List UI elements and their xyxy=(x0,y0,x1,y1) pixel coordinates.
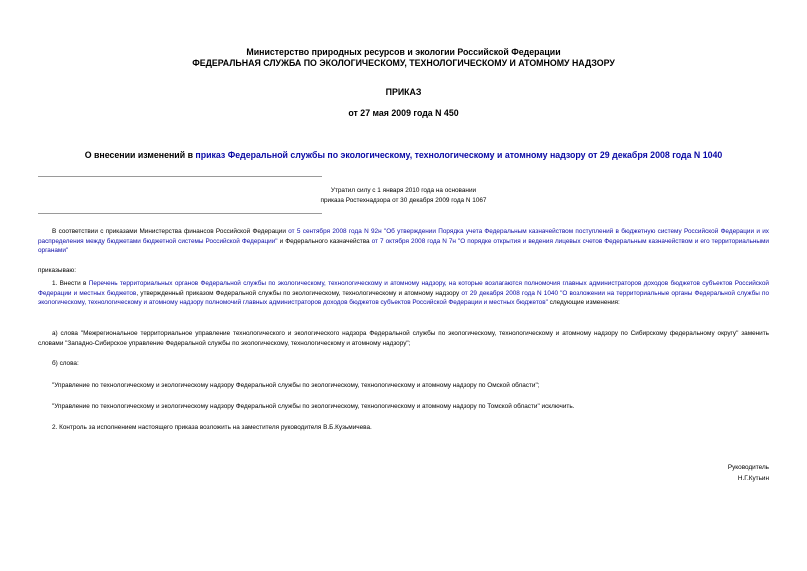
item1-link-order-1040[interactable]: от 29 декабря 2008 года N 1040 "О возложении на территориальные органы Федеральной службы по экологическому, технологическому и атомному надзору полномочий главных администраторов доходов бюджетов субъектов Российской Федерации и местных бюджетов" xyxy=(38,289,769,307)
intro-link-minfin-order[interactable]: от 5 сентября 2008 года N 92н "Об утверждении Порядка учета Федеральным казначейством поступлений в бюджетную систему Российской Федерации и их распределения между бюджетами бюджетной системы Российской Федерации" xyxy=(38,228,769,245)
document-date-number: от 27 мая 2009 года N 450 xyxy=(348,108,459,118)
subject-order-link[interactable]: приказ Федеральной службы по экологическому, технологическому и атомному надзору от 29 декабря 2008 года N 1040 xyxy=(195,150,723,160)
document-type: ПРИКАЗ xyxy=(385,87,422,97)
expired-note-line1: Утратил силу с 1 января 2010 года на основании xyxy=(330,187,477,194)
item1-link-perechen[interactable]: Перечень территориальных органов Федеральной службы по экологическому, технологическому и атомному надзору, на которые возлагаются полномочия главных администраторов доходов бюджетов субъектов Российской Федерации и местных бюджетов xyxy=(38,280,769,297)
signature-title: Руководитель xyxy=(727,464,769,471)
ministry-name: Министерство природных ресурсов и экологии Российской Федерации xyxy=(246,47,561,57)
item-2-paragraph: 2. Контроль за исполнением настоящего приказа возложить на заместителя руководителя В.Б.Кузьмичева. xyxy=(52,424,372,431)
item-b1-paragraph: "Управление по технологическому и экологическому надзору Федеральной службы по экологическому, технологическому и атомному надзору по Омской области"; xyxy=(52,382,540,389)
item1-text2: , утвержденный приказом Федеральной службы по экологическому, технологическому и атомному надзору xyxy=(136,289,462,297)
service-name: ФЕДЕРАЛЬНАЯ СЛУЖБА ПО ЭКОЛОГИЧЕСКОМУ, ТЕХНОЛОГИЧЕСКОМУ И АТОМНОМУ НАДЗОРУ xyxy=(192,58,615,68)
item-1-paragraph xyxy=(38,279,769,308)
intro-link-treasury-order[interactable]: от 7 октября 2008 года N 7н "О порядке открытия и ведения лицевых счетов Федеральным казначейством и его территориальными органами" xyxy=(38,237,769,255)
subject-prefix: О внесении изменений в xyxy=(84,150,196,160)
divider-bottom xyxy=(38,213,322,214)
item-b2-paragraph: "Управление по технологическому и экологическому надзору Федеральной службы по экологическому, технологическому и атомному надзору по Томской области" исключить. xyxy=(52,403,575,410)
expired-note-line2: приказа Ростехнадзора от 30 декабря 2009 года N 1067 xyxy=(320,197,487,204)
intro-text1: В соответствии с приказами Министерства финансов Российской Федерации xyxy=(52,228,289,235)
signature-name: Н.Г.Кутьин xyxy=(737,475,769,482)
document-subject xyxy=(0,150,807,161)
intro-paragraph xyxy=(38,227,769,256)
intro-text2: и Федерального казначейства xyxy=(277,237,372,245)
item1-text1: 1. Внести в xyxy=(52,280,89,287)
item-b-paragraph: б) слова: xyxy=(52,360,79,367)
divider-top xyxy=(38,176,322,177)
prikazyvayu-label: приказываю: xyxy=(38,267,76,274)
item-a-paragraph: а) слова "Межрегиональное территориальное управление технологического и экологического надзора Федеральной службы по экологическому, технологическому и атомному надзору по Сибирскому федеральному округу" заменить словами "Западно-Сибирское управление Федеральной службы по экологическому, технологическому и атомному надзору"; xyxy=(38,330,769,347)
item1-text3: следующие изменения: xyxy=(547,299,620,307)
